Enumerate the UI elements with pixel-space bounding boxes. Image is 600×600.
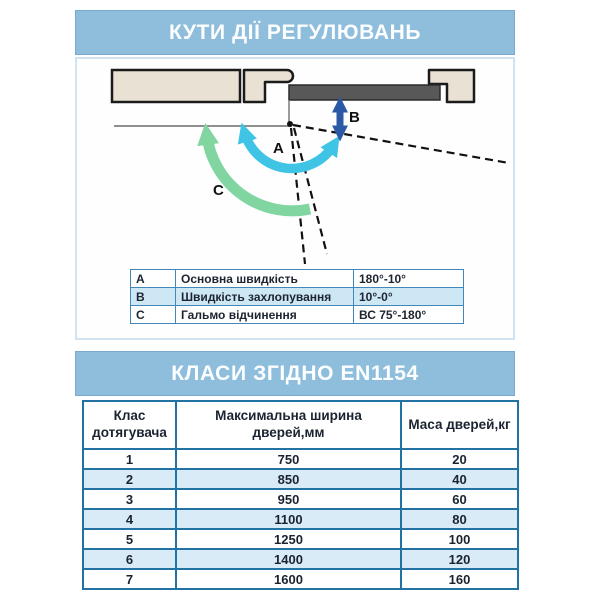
door-mass-cell: 20 [401,449,518,469]
classes-table-body [83,449,518,589]
door-mass-cell: 100 [401,529,518,549]
legend-label-cell: Основна швидкість [176,270,354,288]
header-door-mass: Маса дверей,кг [401,401,518,449]
class-number-cell: 5 [83,529,176,549]
classes-table-header-row [83,401,518,449]
legend-label-cell: Гальмо відчинення [176,306,354,324]
max-width-cell: 1400 [176,549,401,569]
legend-value-cell: ВС 75°-180° [354,306,464,324]
class-row [83,449,518,469]
door-mass-cell: 120 [401,549,518,569]
max-width-cell: 1600 [176,569,401,589]
header-max-door-width: Максимальна ширина дверей,мм [176,401,401,449]
class-number-cell: 4 [83,509,176,529]
header-closer-class: Клас дотягувача [83,401,176,449]
diagram-label-c: C [213,182,224,199]
diagram-label-a: A [273,140,284,157]
main-speed-arc-a [245,134,333,168]
legend-row [131,288,464,306]
door-position-dashed-line-1 [291,128,305,264]
legend-label-cell: Швидкість захлопування [176,288,354,306]
class-number-cell: 7 [83,569,176,589]
en1154-classes-table [82,400,519,590]
legend-key-cell: A [131,270,176,288]
max-width-cell: 750 [176,449,401,469]
door-frame-jamb-left [244,70,293,102]
opening-brake-arc-c [207,136,310,211]
max-width-cell: 1100 [176,509,401,529]
legend-key-cell: B [131,288,176,306]
class-row [83,549,518,569]
door-mass-cell: 40 [401,469,518,489]
diagram-label-b: B [349,109,360,126]
legend-table-body [131,270,464,324]
class-number-cell: 6 [83,549,176,569]
max-width-cell: 1250 [176,529,401,549]
top-panel-title: КУТИ ДІЇ РЕГУЛЮВАНЬ [75,10,515,55]
bottom-panel-title: КЛАСИ ЗГІДНО EN1154 [75,351,515,396]
door-mass-cell: 160 [401,569,518,589]
legend-row [131,306,464,324]
class-number-cell: 2 [83,469,176,489]
adjustment-legend-table [130,269,464,324]
class-row [83,489,518,509]
class-row [83,469,518,489]
hinge-pivot-point [287,121,293,127]
door-position-dashed-line-2 [294,128,327,254]
door-mass-cell: 80 [401,509,518,529]
door-leaf [289,85,440,100]
legend-value-cell: 10°-0° [354,288,464,306]
class-row [83,529,518,549]
class-number-cell: 1 [83,449,176,469]
legend-key-cell: C [131,306,176,324]
legend-value-cell: 180°-10° [354,270,464,288]
class-row [83,509,518,529]
wall-section-left [112,70,240,102]
class-row [83,569,518,589]
door-mass-cell: 60 [401,489,518,509]
legend-row [131,270,464,288]
max-width-cell: 850 [176,469,401,489]
class-number-cell: 3 [83,489,176,509]
max-width-cell: 950 [176,489,401,509]
